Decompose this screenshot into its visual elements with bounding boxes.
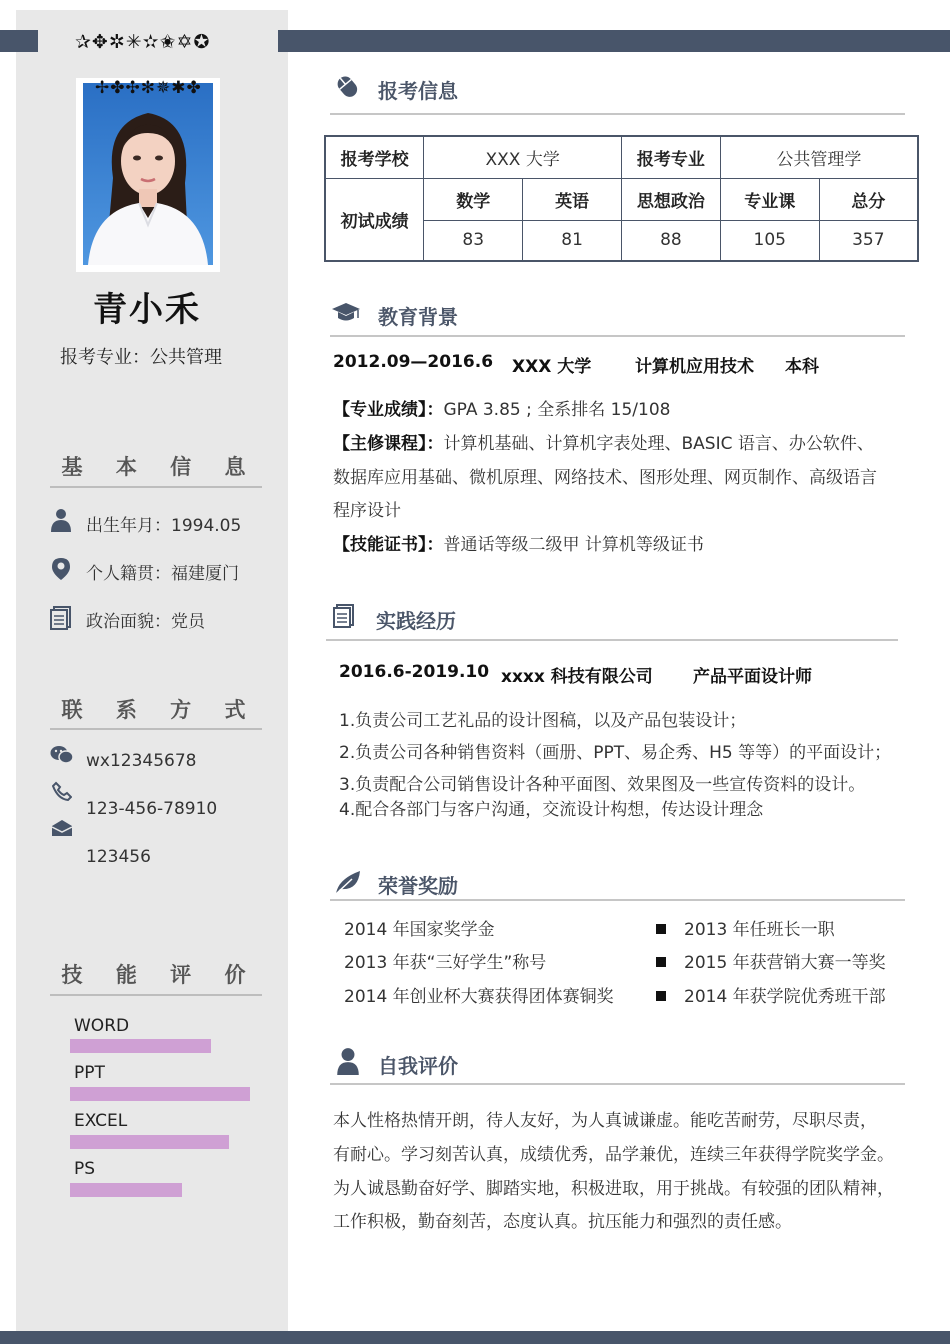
- cert-value: 普通话等级二级甲 计算机等级证书: [443, 535, 704, 555]
- skill-bar-ppt: [70, 1087, 250, 1101]
- practice-company: xxxx 科技有限公司: [501, 667, 653, 687]
- grade-value: GPA 3.85 ; 全系排名 15/108: [443, 400, 671, 420]
- score-english: 81: [523, 220, 622, 261]
- skill-name-word: WORD: [74, 1016, 130, 1036]
- subject-english: 英语: [523, 178, 622, 220]
- major-label-cell: 报考专业: [621, 136, 720, 178]
- honors-title: 荣誉奖励: [378, 874, 458, 898]
- wechat-icon: [50, 745, 74, 765]
- header-star-decoration: ✰✥✲✳✫✬✡✪: [75, 31, 211, 53]
- skill-bar-word: [70, 1039, 211, 1053]
- exam-info-divider: [330, 113, 905, 115]
- subject-math: 数学: [424, 178, 523, 220]
- duty-item: 4.配合各部门与客户沟通，交流设计构想，传达设计理念: [339, 800, 764, 820]
- practice-title: 实践经历: [376, 609, 456, 633]
- practice-position: 产品平面设计师: [693, 667, 812, 687]
- exam-info-title: 报考信息: [378, 79, 458, 103]
- subject-total: 总分: [819, 178, 918, 220]
- honor-item: 2014 年创业杯大赛获得团体赛铜奖: [344, 987, 614, 1007]
- subject-politics: 思想政治: [621, 178, 720, 220]
- skills-divider: [50, 994, 262, 996]
- contact-title: 联 系 方 式: [61, 698, 259, 722]
- document-icon: [332, 604, 356, 628]
- person-icon: [50, 508, 72, 532]
- birth-date: 出生年月：1994.05: [86, 516, 242, 536]
- self-eval-line: 本人性格热情开朗，待人友好，为人真诚谦虚。能吃苦耐劳，尽职尽责，: [333, 1111, 877, 1131]
- school-cell: XXX 大学: [424, 136, 622, 178]
- self-eval-divider: [330, 1083, 905, 1085]
- honors-divider: [330, 899, 905, 901]
- self-eval-line: 为人诚恳勤奋好学、脚踏实地，积极进取，用于挑战。有较强的团队精神，: [333, 1179, 894, 1199]
- education-period: 2012.09—2016.6: [333, 352, 494, 372]
- honor-item: 2014 年获学院优秀班干部: [684, 987, 886, 1007]
- basic-info-title: 基 本 信 息: [61, 455, 259, 479]
- skill-name-ps: PS: [74, 1159, 96, 1179]
- skills-title: 技 能 评 价: [61, 963, 259, 987]
- honor-item: 2013 年任班长一职: [684, 920, 835, 940]
- phone-number: 123-456-78910: [86, 799, 218, 819]
- phone-icon: [52, 781, 72, 801]
- target-major: 报考专业：公共管理: [60, 347, 222, 368]
- education-degree: 本科: [785, 357, 819, 377]
- document-icon: [50, 606, 72, 630]
- courses-label: 【主修课程】：: [333, 434, 444, 454]
- photo-star-decoration: ✢✤✣✻✵✱✤: [95, 78, 202, 98]
- wechat-id: wx12345678: [86, 751, 197, 771]
- political-status: 政治面貌：党员: [86, 612, 205, 632]
- courses-line-1: 计算机基础、计算机字表处理、BASIC 语言、办公软件、: [443, 434, 874, 454]
- hometown: 个人籍贯：福建厦门: [86, 564, 239, 584]
- practice-divider: [326, 639, 898, 641]
- honor-item: 2015 年获营销大赛一等奖: [684, 953, 886, 973]
- exam-score-table: [324, 135, 919, 262]
- score-math: 83: [424, 220, 523, 261]
- education-school: XXX 大学: [512, 357, 592, 377]
- education-divider: [330, 335, 905, 337]
- graduation-cap-icon: [331, 301, 361, 325]
- bullet-square-icon: [656, 991, 666, 1001]
- candidate-name: 青小禾: [93, 290, 201, 330]
- qq-number: 123456: [86, 847, 151, 867]
- skill-bar-ps: [70, 1183, 182, 1197]
- score-major: 105: [720, 220, 819, 261]
- score-politics: 88: [621, 220, 720, 261]
- skill-name-excel: EXCEL: [74, 1111, 128, 1131]
- mouse-icon: [332, 72, 362, 102]
- honor-item: 2014 年国家奖学金: [344, 920, 495, 940]
- skill-name-ppt: PPT: [74, 1063, 105, 1083]
- self-eval-line: 有耐心。学习刻苦认真，成绩优秀，品学兼优，连续三年获得学院奖学金。: [333, 1145, 894, 1165]
- honor-item: 2013 年获“三好学生”称号: [344, 953, 547, 973]
- courses-line-2: 数据库应用基础、微机原理、网络技术、图形处理、网页制作、高级语言: [333, 468, 877, 488]
- avatar: [83, 83, 213, 265]
- bullet-square-icon: [656, 924, 666, 934]
- school-label-cell: 报考学校: [325, 136, 424, 178]
- mail-icon: [51, 819, 73, 837]
- contact-divider: [50, 728, 262, 730]
- leaf-icon: [334, 869, 362, 895]
- person-icon: [336, 1047, 360, 1075]
- top-accent-bar-left: [0, 30, 38, 52]
- duty-item: 1.负责公司工艺礼品的设计图稿，以及产品包装设计；: [339, 711, 747, 731]
- self-eval-title: 自我评价: [378, 1054, 458, 1078]
- top-accent-bar-right: [278, 30, 950, 52]
- basic-info-divider: [50, 486, 262, 488]
- cert-label: 【技能证书】：: [333, 535, 444, 555]
- practice-period: 2016.6-2019.10: [339, 662, 490, 682]
- bullet-square-icon: [656, 957, 666, 967]
- skill-bar-excel: [70, 1135, 229, 1149]
- bottom-accent-bar: [0, 1331, 950, 1344]
- duty-item: 3.负责配合公司销售设计各种平面图、效果图及一些宣传资料的设计。: [339, 775, 866, 795]
- courses-line-3: 程序设计: [333, 501, 401, 521]
- major-cell: 公共管理学: [720, 136, 918, 178]
- subject-major: 专业课: [720, 178, 819, 220]
- duty-item: 2.负责公司各种销售资料（画册、PPT、易企秀、H5 等等）的平面设计；: [339, 743, 892, 763]
- education-major: 计算机应用技术: [635, 357, 754, 377]
- location-pin-icon: [51, 557, 71, 581]
- score-label-cell: 初试成绩: [325, 178, 424, 261]
- self-eval-line: 工作积极，勤奋刻苦，态度认真。抗压能力和强烈的责任感。: [333, 1212, 792, 1232]
- score-total: 357: [819, 220, 918, 261]
- grade-label: 【专业成绩】：: [333, 400, 444, 420]
- education-title: 教育背景: [378, 305, 458, 329]
